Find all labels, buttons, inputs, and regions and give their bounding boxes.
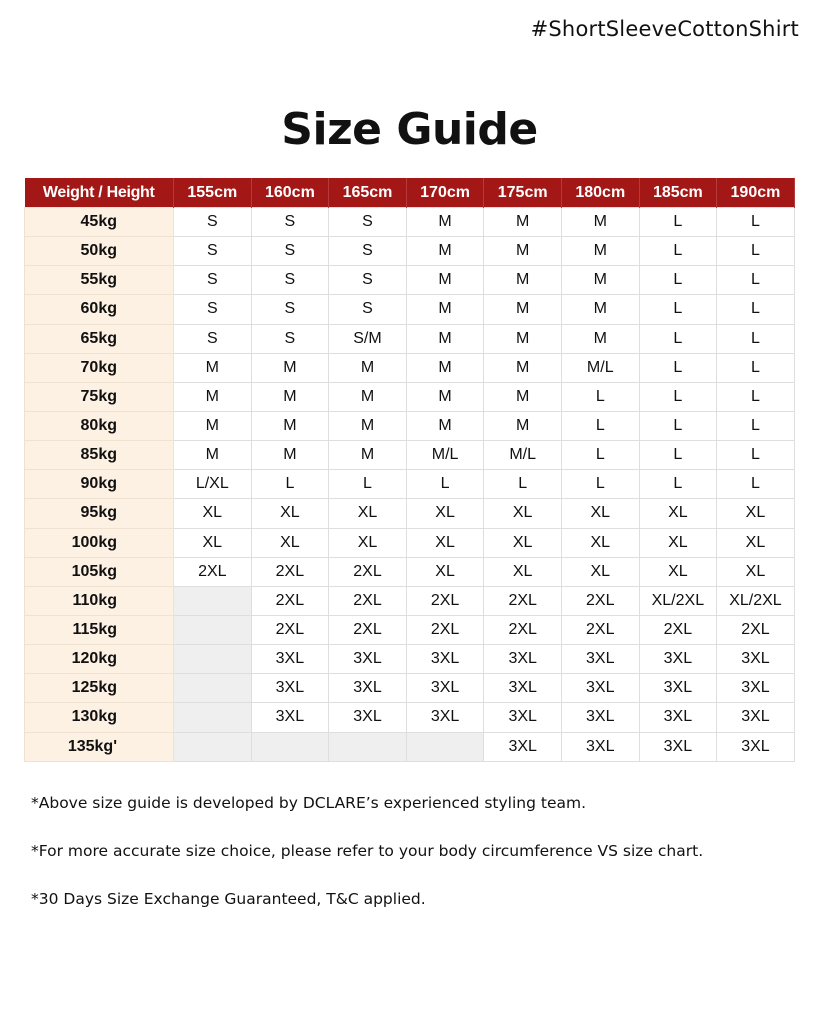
size-cell: 3XL [717, 645, 795, 674]
weight-cell: 45kg [25, 208, 174, 237]
note-body-circumference: *For more accurate size choice, please refer to your body circumference VS size chart. [31, 842, 704, 860]
size-cell: M/L [406, 441, 484, 470]
size-cell: 3XL [484, 645, 562, 674]
size-cell: M/L [561, 353, 639, 382]
size-cell: 3XL [561, 732, 639, 761]
notes [31, 793, 801, 937]
size-cell: M [329, 441, 407, 470]
empty-size-cell [174, 732, 252, 761]
size-cell: 3XL [251, 703, 329, 732]
size-cell: XL [639, 528, 717, 557]
size-cell: 2XL [484, 615, 562, 644]
size-cell: XL [406, 557, 484, 586]
size-cell: M [329, 353, 407, 382]
size-cell: XL [561, 557, 639, 586]
size-cell: XL [561, 499, 639, 528]
size-cell: M [174, 382, 252, 411]
size-cell: M [174, 411, 252, 440]
size-cell: L [717, 295, 795, 324]
size-cell: 3XL [717, 674, 795, 703]
size-cell: M [406, 411, 484, 440]
weight-cell: 135kg' [25, 732, 174, 761]
corner-header: Weight / Height [25, 178, 174, 208]
size-guide-table-container [24, 178, 794, 762]
size-cell: 3XL [484, 732, 562, 761]
table-row [25, 441, 795, 470]
size-cell: L [639, 237, 717, 266]
weight-cell: 55kg [25, 266, 174, 295]
table-row [25, 208, 795, 237]
size-cell: 2XL [406, 615, 484, 644]
height-header: 165cm [329, 178, 407, 208]
size-cell: L [639, 382, 717, 411]
size-cell: XL [484, 499, 562, 528]
size-cell: XL [251, 499, 329, 528]
table-row [25, 237, 795, 266]
size-cell: S [251, 324, 329, 353]
weight-cell: 95kg [25, 499, 174, 528]
size-cell: L [561, 470, 639, 499]
size-cell: M [484, 411, 562, 440]
table-row [25, 353, 795, 382]
size-cell: S [329, 266, 407, 295]
size-cell: L [639, 441, 717, 470]
size-cell: S [329, 237, 407, 266]
size-cell: 3XL [561, 674, 639, 703]
size-cell: XL [484, 557, 562, 586]
size-cell: 2XL [484, 586, 562, 615]
size-cell: XL/2XL [717, 586, 795, 615]
size-cell: M [484, 266, 562, 295]
size-cell: 3XL [329, 674, 407, 703]
size-cell: M [484, 208, 562, 237]
size-cell: L [561, 382, 639, 411]
size-cell: S [251, 266, 329, 295]
size-guide-table [24, 178, 795, 762]
size-cell: S [174, 295, 252, 324]
table-row [25, 324, 795, 353]
size-cell: 3XL [561, 645, 639, 674]
empty-size-cell [251, 732, 329, 761]
size-cell: 3XL [639, 703, 717, 732]
weight-cell: 115kg [25, 615, 174, 644]
height-header: 175cm [484, 178, 562, 208]
table-body [25, 208, 795, 762]
empty-size-cell [329, 732, 407, 761]
size-cell: 3XL [406, 703, 484, 732]
table-row [25, 295, 795, 324]
weight-cell: 75kg [25, 382, 174, 411]
table-row [25, 703, 795, 732]
size-cell: L [639, 353, 717, 382]
size-cell: 3XL [639, 674, 717, 703]
size-cell: L [717, 208, 795, 237]
size-cell: 2XL [251, 586, 329, 615]
size-cell: M/L [484, 441, 562, 470]
height-header: 180cm [561, 178, 639, 208]
weight-cell: 120kg [25, 645, 174, 674]
size-cell: S [174, 266, 252, 295]
note-styling-team: *Above size guide is developed by DCLARE’s experienced styling team. [31, 794, 587, 812]
size-cell: L [639, 266, 717, 295]
size-cell: S [174, 208, 252, 237]
size-cell: S [174, 324, 252, 353]
weight-cell: 65kg [25, 324, 174, 353]
table-row [25, 732, 795, 761]
size-cell: 2XL [561, 586, 639, 615]
size-cell: M [561, 208, 639, 237]
size-cell: 3XL [561, 703, 639, 732]
size-cell: 2XL [329, 615, 407, 644]
size-cell: 3XL [639, 732, 717, 761]
size-cell: M [406, 208, 484, 237]
size-cell: 3XL [717, 732, 795, 761]
size-cell: M [251, 382, 329, 411]
size-cell: M [406, 266, 484, 295]
table-row [25, 615, 795, 644]
size-cell: M [174, 353, 252, 382]
size-cell: M [251, 411, 329, 440]
size-cell: M [561, 266, 639, 295]
weight-cell: 125kg [25, 674, 174, 703]
size-cell: XL [174, 499, 252, 528]
size-cell: L [639, 324, 717, 353]
size-cell: 3XL [251, 674, 329, 703]
size-cell: 3XL [406, 645, 484, 674]
size-cell: XL [484, 528, 562, 557]
size-cell: M [406, 382, 484, 411]
size-cell: S [251, 208, 329, 237]
size-cell: 2XL [174, 557, 252, 586]
empty-size-cell [174, 586, 252, 615]
size-cell: XL [329, 528, 407, 557]
size-cell: M [484, 324, 562, 353]
size-cell: 2XL [251, 615, 329, 644]
size-cell: M [484, 237, 562, 266]
weight-cell: 85kg [25, 441, 174, 470]
weight-cell: 60kg [25, 295, 174, 324]
weight-cell: 100kg [25, 528, 174, 557]
size-cell: M [484, 295, 562, 324]
size-cell: M [561, 237, 639, 266]
size-cell: 3XL [329, 645, 407, 674]
size-cell: XL/2XL [639, 586, 717, 615]
size-cell: XL [329, 499, 407, 528]
size-cell: M [406, 237, 484, 266]
table-row [25, 499, 795, 528]
weight-cell: 80kg [25, 411, 174, 440]
size-cell: L [561, 411, 639, 440]
size-cell: L [251, 470, 329, 499]
size-cell: L [717, 266, 795, 295]
size-cell: M [561, 295, 639, 324]
size-cell: 2XL [639, 615, 717, 644]
size-cell: M [406, 324, 484, 353]
size-cell: L [717, 411, 795, 440]
height-header: 185cm [639, 178, 717, 208]
weight-cell: 50kg [25, 237, 174, 266]
empty-size-cell [174, 615, 252, 644]
weight-cell: 70kg [25, 353, 174, 382]
weight-cell: 130kg [25, 703, 174, 732]
size-cell: XL [639, 557, 717, 586]
height-header: 160cm [251, 178, 329, 208]
size-cell: L [717, 441, 795, 470]
size-cell: XL [406, 499, 484, 528]
size-cell: M [484, 382, 562, 411]
size-cell: 3XL [717, 703, 795, 732]
weight-cell: 105kg [25, 557, 174, 586]
page-title: Size Guide [281, 104, 538, 155]
size-cell: 2XL [406, 586, 484, 615]
size-cell: 3XL [406, 674, 484, 703]
table-row [25, 266, 795, 295]
size-cell: M [484, 353, 562, 382]
table-row [25, 586, 795, 615]
size-cell: M [251, 353, 329, 382]
empty-size-cell [174, 645, 252, 674]
size-cell: L [329, 470, 407, 499]
size-cell: 3XL [329, 703, 407, 732]
empty-size-cell [174, 674, 252, 703]
size-cell: 2XL [329, 586, 407, 615]
table-header-row [25, 178, 795, 208]
size-cell: XL [406, 528, 484, 557]
size-cell: S [329, 295, 407, 324]
size-cell: 3XL [484, 703, 562, 732]
height-header: 190cm [717, 178, 795, 208]
empty-size-cell [174, 703, 252, 732]
empty-size-cell [406, 732, 484, 761]
size-cell: L [639, 470, 717, 499]
table-row [25, 645, 795, 674]
size-cell: S [174, 237, 252, 266]
size-cell: L [717, 470, 795, 499]
size-cell: M [406, 353, 484, 382]
weight-cell: 90kg [25, 470, 174, 499]
height-header: 155cm [174, 178, 252, 208]
table-row [25, 674, 795, 703]
size-cell: L [639, 411, 717, 440]
size-cell: 3XL [251, 645, 329, 674]
size-cell: S [251, 237, 329, 266]
size-cell: M [251, 441, 329, 470]
size-cell: M [329, 382, 407, 411]
table-row [25, 557, 795, 586]
size-cell: L/XL [174, 470, 252, 499]
size-cell: L [717, 237, 795, 266]
size-cell: 2XL [561, 615, 639, 644]
size-cell: L [561, 441, 639, 470]
size-cell: L [406, 470, 484, 499]
size-cell: L [717, 382, 795, 411]
table-row [25, 411, 795, 440]
size-cell: S [329, 208, 407, 237]
size-cell: XL [717, 528, 795, 557]
size-cell: L [717, 353, 795, 382]
size-cell: XL [717, 499, 795, 528]
size-cell: 3XL [639, 645, 717, 674]
hashtag-label: #ShortSleeveCottonShirt [530, 17, 799, 41]
size-cell: 2XL [251, 557, 329, 586]
note-exchange-guarantee: *30 Days Size Exchange Guaranteed, T&C applied. [31, 890, 426, 908]
size-cell: M [561, 324, 639, 353]
table-row [25, 470, 795, 499]
size-cell: L [639, 295, 717, 324]
size-cell: 2XL [717, 615, 795, 644]
size-cell: S/M [329, 324, 407, 353]
table-row [25, 528, 795, 557]
size-cell: 2XL [329, 557, 407, 586]
size-cell: 3XL [484, 674, 562, 703]
size-cell: XL [174, 528, 252, 557]
size-cell: M [406, 295, 484, 324]
table-row [25, 382, 795, 411]
size-cell: L [639, 208, 717, 237]
size-cell: XL [561, 528, 639, 557]
size-cell: S [251, 295, 329, 324]
height-header: 170cm [406, 178, 484, 208]
size-cell: XL [639, 499, 717, 528]
size-cell: L [717, 324, 795, 353]
size-cell: XL [717, 557, 795, 586]
size-cell: L [484, 470, 562, 499]
size-cell: XL [251, 528, 329, 557]
size-cell: M [174, 441, 252, 470]
size-cell: M [329, 411, 407, 440]
weight-cell: 110kg [25, 586, 174, 615]
